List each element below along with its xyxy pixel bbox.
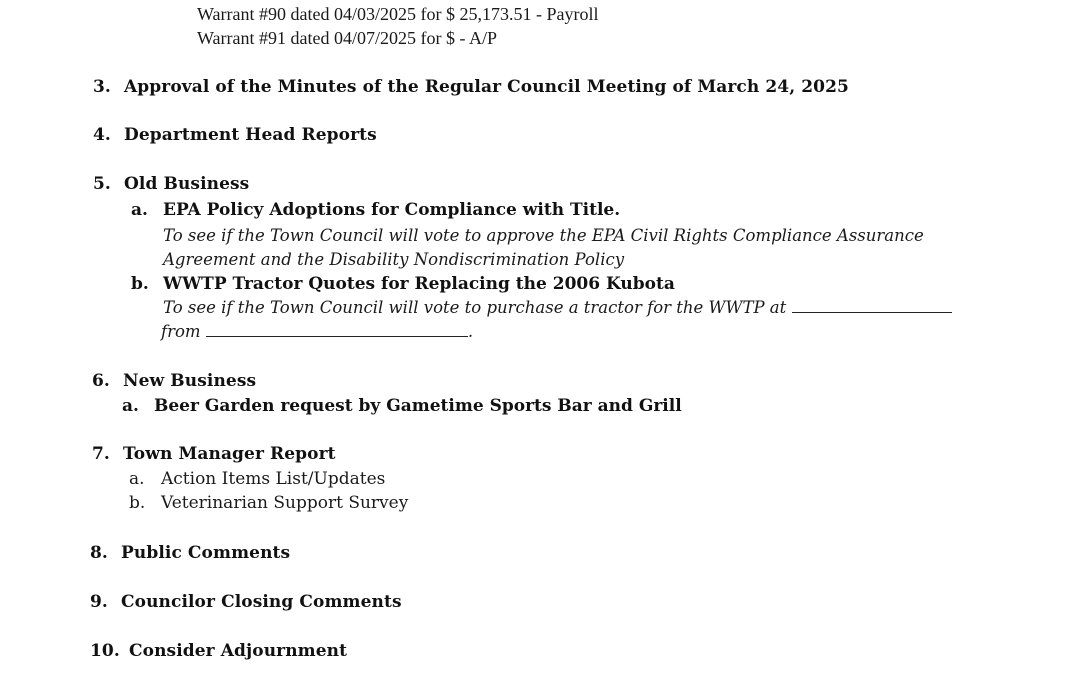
agenda-item-8 — [90, 543, 290, 563]
item-number: 6. — [92, 371, 110, 391]
item-label: Department Head Reports — [124, 125, 377, 145]
warrant-line-91: Warrant #91 dated 04/07/2025 for $ - A/P — [197, 28, 497, 48]
subitem-5b-description-line-2 — [161, 322, 473, 341]
subitem-5b — [131, 274, 675, 294]
subitem-label: Action Items List/Updates — [161, 469, 386, 489]
subitem-7b — [129, 493, 408, 513]
item-label: Public Comments — [121, 543, 291, 563]
subitem-5a-description-line-2: Agreement and the Disability Nondiscrimination Policy — [163, 250, 625, 269]
description-text: To see if the Town Council will vote to purchase a tractor for the WWTP at — [163, 298, 787, 317]
item-label: Approval of the Minutes of the Regular Council Meeting of March 24, 2025 — [124, 77, 849, 97]
item-label: Old Business — [124, 174, 250, 194]
item-number: 3. — [93, 77, 111, 97]
subitem-5a — [131, 200, 620, 220]
subitem-letter: b. — [131, 274, 149, 294]
item-number: 5. — [93, 174, 111, 194]
item-label: Councilor Closing Comments — [121, 592, 402, 612]
agenda-item-9 — [90, 592, 402, 612]
subitem-letter: a. — [122, 396, 139, 416]
subitem-label: EPA Policy Adoptions for Compliance with Title. — [163, 200, 621, 220]
subitem-label: Veterinarian Support Survey — [161, 493, 409, 513]
line-end-period: . — [467, 322, 474, 341]
description-text: from — [161, 322, 201, 341]
item-number: 9. — [90, 592, 108, 612]
agenda-item-10 — [90, 641, 347, 661]
warrant-line-90: Warrant #90 dated 04/03/2025 for $ 25,173.51 - Payroll — [197, 4, 599, 24]
agenda-item-3 — [93, 77, 849, 97]
subitem-letter: b. — [129, 493, 146, 513]
item-number: 4. — [93, 125, 111, 145]
subitem-letter: a. — [129, 469, 145, 489]
agenda-item-4 — [93, 125, 377, 145]
item-number: 8. — [90, 543, 108, 563]
subitem-7a — [129, 469, 385, 489]
subitem-5a-description-line-1: To see if the Town Council will vote to approve the EPA Civil Rights Compliance Assurance — [163, 226, 924, 245]
item-label: Consider Adjournment — [129, 641, 348, 661]
vendor-blank-line — [206, 336, 468, 337]
item-label: New Business — [123, 371, 257, 391]
subitem-label: WWTP Tractor Quotes for Replacing the 2006 Kubota — [163, 274, 675, 294]
item-number: 10. — [90, 641, 120, 661]
price-blank-line — [792, 312, 952, 313]
subitem-letter: a. — [131, 200, 148, 220]
subitem-6a — [122, 396, 682, 416]
subitem-5b-description-line-1 — [163, 298, 952, 317]
agenda-item-7 — [92, 444, 336, 464]
agenda-item-6 — [92, 371, 256, 391]
item-number: 7. — [92, 444, 110, 464]
item-label: Town Manager Report — [123, 444, 336, 464]
agenda-item-5 — [93, 174, 249, 194]
subitem-label: Beer Garden request by Gametime Sports Bar and Grill — [154, 396, 682, 416]
